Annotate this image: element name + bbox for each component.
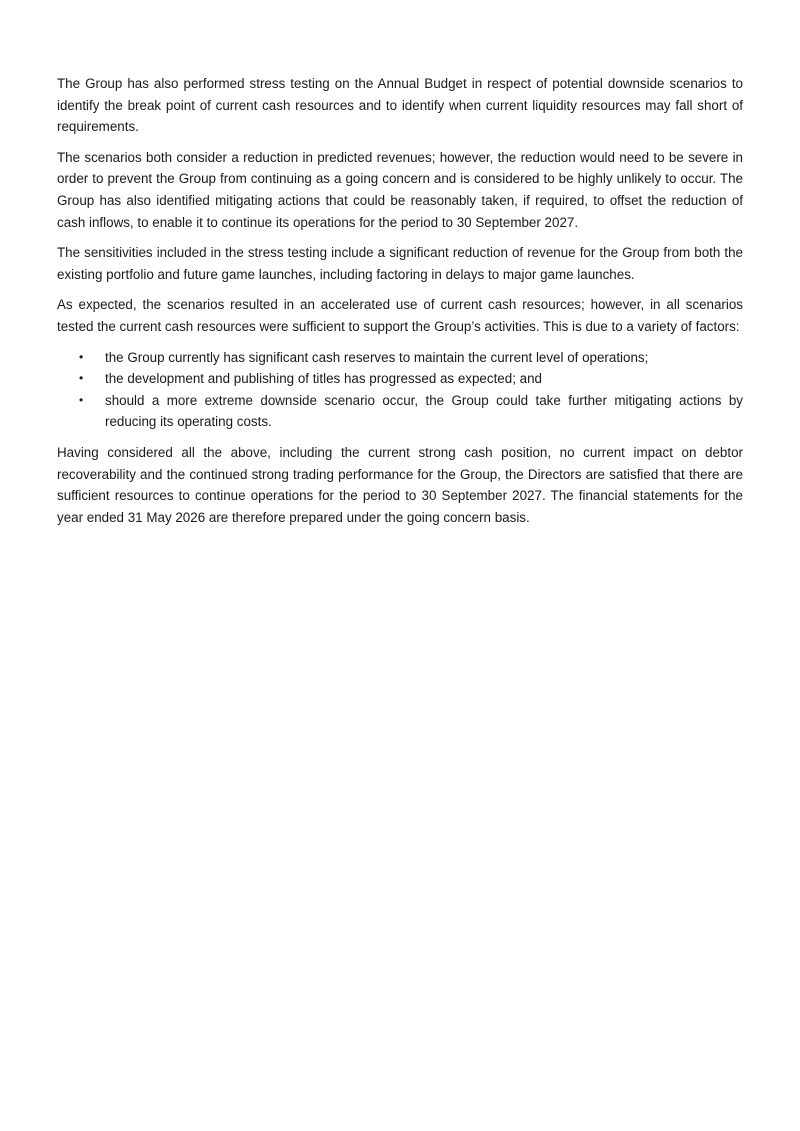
bullet-icon: • — [79, 392, 84, 407]
list-item-text: the development and publishing of titles has progressed as expected; and — [105, 371, 542, 387]
document-page — [57, 73, 743, 537]
factors-list — [57, 347, 743, 433]
paragraph-sensitivities: The sensitivities included in the stress testing include a significant reduction of revenue for the Group from both the existing portfolio and future game launches, including factoring in delays to major game launches. — [57, 245, 743, 282]
list-item-text: the Group currently has significant cash reserves to maintain the current level of operations; — [105, 349, 649, 365]
paragraph-stress-testing: The Group has also performed stress testing on the Annual Budget in respect of potential downside scenarios to identify the break point of current cash resources and to identify when current liquidity resources may fall short of requirements. — [57, 76, 743, 135]
paragraph-scenarios: The scenarios both consider a reduction in predicted revenues; however, the reduction would need to be severe in order to prevent the Group from continuing as a going concern and is considered to be highly unlikely to occur. The Group has also identified mitigating actions that could be reasonably taken, if required, to offset the reduction of cash inflows, to enable it to continue its operations for the period to 30 September 2027. — [57, 149, 743, 230]
list-item — [57, 368, 743, 390]
bullet-icon: • — [79, 349, 84, 364]
list-item — [57, 390, 743, 433]
list-item — [57, 347, 743, 369]
list-item-text: should a more extreme downside scenario occur, the Group could take further mitigating actions by reducing its operating costs. — [105, 392, 743, 430]
paragraph-conclusion: Having considered all the above, including the current strong cash position, no current impact on debtor recoverability and the continued strong trading performance for the Group, the Directors are satisfied that there are sufficient resources to continue operations for the period to 30 September 2027. The financial statements for the year ended 31 May 2026 are therefore prepared under the going concern basis. — [57, 444, 743, 525]
bullet-icon: • — [79, 371, 84, 386]
paragraph-expected-results: As expected, the scenarios resulted in an accelerated use of current cash resources; however, in all scenarios tested the current cash resources were sufficient to support the Group’s activities. This is due to a variety of factors: — [57, 297, 743, 334]
